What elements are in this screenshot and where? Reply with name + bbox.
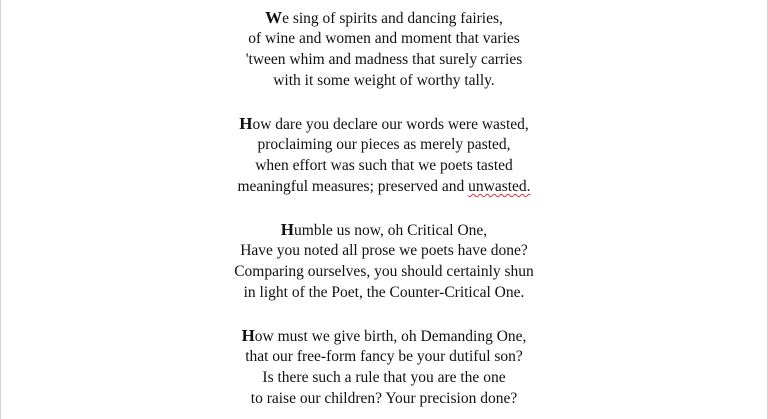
stanza-3: [0, 219, 768, 303]
line-text: meaningful measures; preserved and: [237, 178, 469, 195]
poem-body[interactable]: [0, 7, 768, 419]
poem-line: [0, 325, 768, 346]
poem-line: Is there such a rule that you are the one: [262, 369, 506, 386]
poem-line: 'tween whim and madness that surely carries: [245, 51, 523, 68]
poem-line: that our free-form fancy be your dutiful son?: [245, 348, 523, 365]
misspelled-word[interactable]: unwasted.: [468, 178, 531, 195]
poem-line: of wine and women and moment that varies: [248, 30, 520, 47]
poem-line: [0, 113, 768, 134]
line-text: umble us now, oh Critical One,: [294, 222, 488, 239]
poem-line: [0, 176, 768, 197]
poem-line: Have you noted all prose we poets have done?: [240, 242, 528, 259]
poem-line: with it some weight of worthy tally.: [273, 72, 495, 89]
poem-line: [0, 219, 768, 240]
drop-letter: H: [280, 220, 295, 239]
poem-line: when effort was such that we poets tasted: [255, 157, 513, 174]
line-text: e sing of spirits and dancing fairies,: [282, 10, 503, 27]
poem-line: proclaiming our pieces as merely pasted,: [257, 136, 511, 153]
stanza-4: [0, 325, 768, 409]
stanza-2: [0, 113, 768, 197]
stanza-1: [0, 7, 768, 91]
drop-letter: W: [265, 8, 283, 27]
drop-letter: H: [239, 114, 253, 133]
line-text: ow dare you declare our words were wasted,: [252, 116, 529, 133]
drop-letter: H: [241, 326, 255, 345]
poem-line: to raise our children? Your precision done?: [250, 390, 518, 407]
poem-line: [0, 7, 768, 28]
poem-line: in light of the Poet, the Counter-Critical One.: [243, 284, 525, 301]
poem-line: Comparing ourselves, you should certainly shun: [234, 263, 534, 280]
line-text: ow must we give birth, oh Demanding One,: [254, 328, 527, 345]
